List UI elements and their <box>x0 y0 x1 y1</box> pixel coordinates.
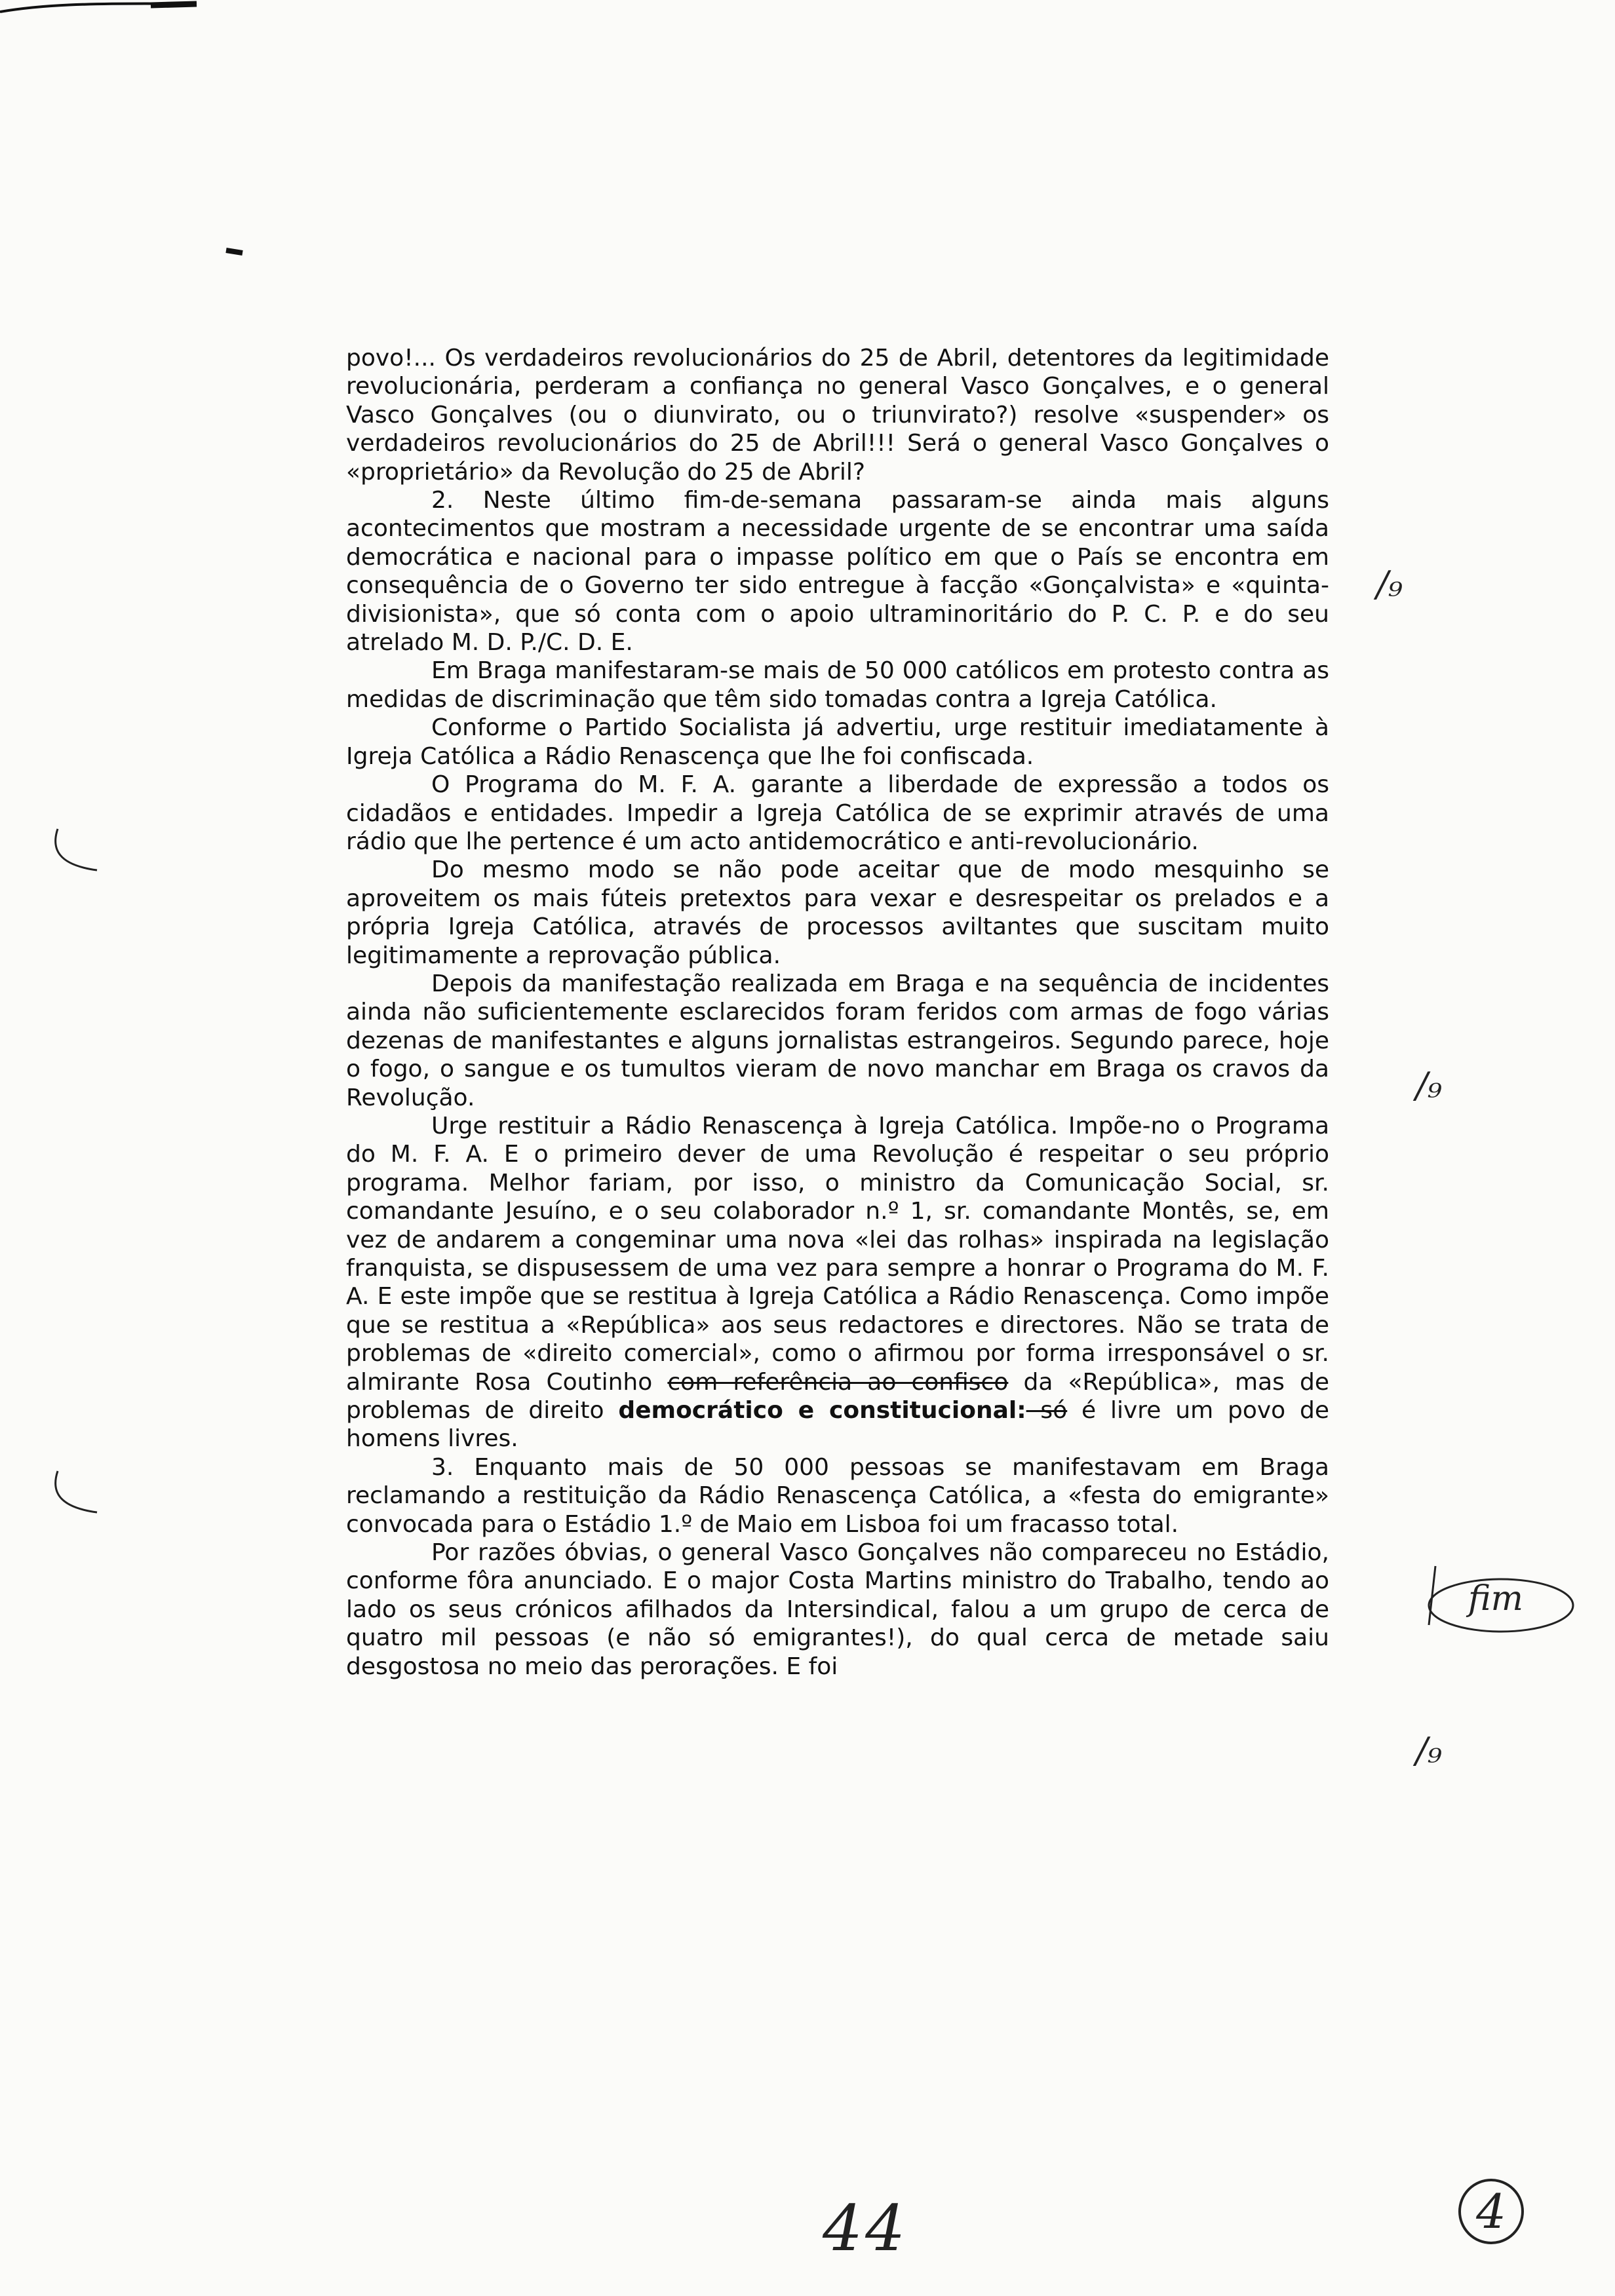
paragraph <box>346 1112 1329 1453</box>
scan-corner-line <box>0 0 275 26</box>
paragraph-text: Urge restituir a Rádio Renascença à Igreja Católica. Impõe-no o Programa do M. F. A. E o primeiro dever de uma Revolução é respeitar o seu próprio programa. Melhor fariam, por isso, o ministro da Comunicação Social, sr. comandante Jesuíno, e o seu colaborador n.º 1, sr. comandante Montês, se, em vez de andarem a congeminar uma nova «lei das rolhas» inspirada na legislação franquista, se dispusessem de uma vez para sempre a honrar o Programa do M. F. A. E este impõe que se restitua à Igreja Católica a Rádio Renascença. Como impõe que se restitua a «República» aos seus redactores e directores. Não se trata de problemas de «direito comercial», como o afirmou por forma irresponsável o sr. almirante Rosa Coutinho <box>346 1112 1329 1396</box>
struck-text: com referência ao confisco <box>667 1368 1009 1396</box>
margin-annotation: /₉ <box>1416 1065 1442 1106</box>
paragraph: O Programa do M. F. A. garante a liberdade de expressão a todos os cidadãos e entidades. Impedir a Igreja Católica de se exprimir através de uma rádio que lhe pertence é um acto antidemocrático e anti-revolucionário. <box>346 771 1329 855</box>
paragraph-text: é livre um povo de homens livres. <box>346 1397 1329 1453</box>
scan-speck <box>223 236 262 262</box>
margin-bracket-mark <box>45 1468 104 1520</box>
paragraph: Por razões óbvias, o general Vasco Gonçalves não compareceu no Estádio, conforme fôra anunciado. E o major Costa Martins ministro do Trabalho, tendo ao lado os seus crónicos afilhados da Intersindical, falou a um grupo de cerca de quatro mil pessoas (e não só emigrantes!), do qual cerca de metade saiu desgostosa no meio das perorações. E foi <box>346 1539 1329 1680</box>
sheet-number: 4 <box>1476 2184 1506 2239</box>
struck-text: só <box>1026 1397 1068 1425</box>
bold-text: democrático e constitucional: <box>618 1397 1026 1425</box>
paragraph: 2. Neste último fim-de-semana passaram-se ainda mais alguns acontecimentos que mostram a necessidade urgente de se encontrar uma saída democrática e nacional para o impasse político em que o País se encontra em consequência de o Governo ter sido entregue à facção «Gonçalvista» e «quinta-divisionista», que só conta com o apoio ultraminoritário do P. C. P. e do seu atrelado M. D. P./C. D. E. <box>346 487 1329 657</box>
margin-bracket-mark <box>45 826 104 878</box>
margin-annotation: /₉ <box>1376 564 1403 605</box>
fim-label: fim <box>1468 1579 1523 1618</box>
sheet-number-circle <box>1458 2179 1524 2244</box>
document-body <box>346 344 1329 1681</box>
paragraph: Conforme o Partido Socialista já advertiu, urge restituir imediatamente à Igreja Católica a Rádio Renascença que lhe foi confiscada. <box>346 714 1329 770</box>
paragraph: 3. Enquanto mais de 50 000 pessoas se manifestavam em Braga reclamando a restituição da Rádio Renascença Católica, a «festa do emigrante» convocada para o Estádio 1.º de Maio em Lisboa foi um fracasso total. <box>346 1453 1329 1538</box>
paragraph: povo!... Os verdadeiros revolucionários do 25 de Abril, detentores da legitimidade revolucionária, perderam a confiança no general Vasco Gonçalves, e o general Vasco Gonçalves (ou o diunvirato, ou o triunvirato?) resolve «suspender» os verdadeiros revolucionários do 25 de Abril!!! Será o general Vasco Gonçalves o «proprietário» da Revolução do 25 de Abril? <box>346 345 1329 486</box>
fim-handwritten-note <box>1409 1559 1580 1638</box>
paragraph-text: da «República», mas de problemas de direito <box>346 1368 1329 1425</box>
page-number: 44 <box>823 2192 908 2265</box>
paragraph: Depois da manifestação realizada em Braga e na sequência de incidentes ainda não suficientemente esclarecidos foram feridos com armas de fogo várias dezenas de manifestantes e alguns jornalistas estrangeiros. Segundo parece, hoje o fogo, o sangue e os tumultos vieram de novo manchar em Braga os cravos da Revolução. <box>346 970 1329 1111</box>
paragraph: Em Braga manifestaram-se mais de 50 000 católicos em protesto contra as medidas de discriminação que têm sido tomadas contra a Igreja Católica. <box>346 657 1329 713</box>
margin-annotation: /₉ <box>1416 1730 1442 1771</box>
paragraph: Do mesmo modo se não pode aceitar que de modo mesquinho se aproveitem os mais fúteis pretextos para vexar e desrespeitar os prelados e a própria Igreja Católica, através de processos aviltantes que suscitam muito legitimamente a reprovação pública. <box>346 856 1329 969</box>
